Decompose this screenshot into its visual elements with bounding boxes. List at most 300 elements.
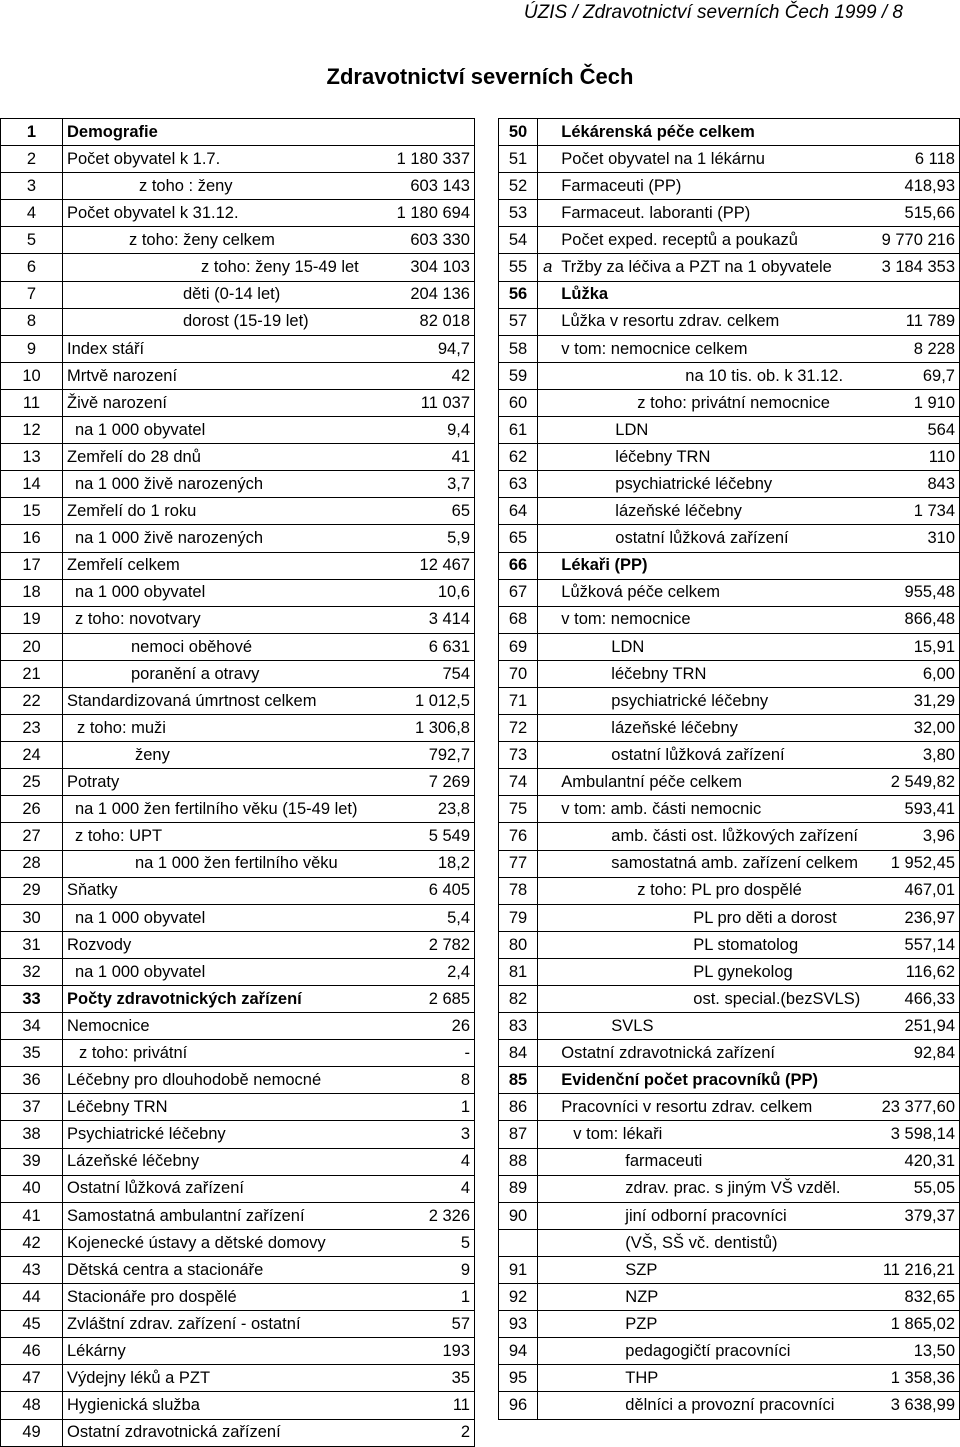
table-row — [1, 769, 475, 796]
row-value: 792,7 — [391, 742, 475, 769]
row-number: 38 — [1, 1121, 63, 1148]
row-number: 8 — [1, 308, 63, 335]
row-label: z toho : ženy — [63, 173, 391, 200]
row-number: 61 — [499, 417, 538, 444]
table-row — [1, 1311, 475, 1338]
row-value: 2 — [391, 1419, 475, 1446]
row-marker — [538, 1202, 558, 1229]
row-value: 843 — [864, 471, 959, 498]
table-row — [1, 823, 475, 850]
table-row — [1, 931, 475, 958]
row-label: z toho: PL pro dospělé — [557, 877, 864, 904]
row-value: 9,4 — [391, 417, 475, 444]
row-number: 85 — [499, 1067, 538, 1094]
row-number: 57 — [499, 308, 538, 335]
row-label: Psychiatrické léčebny — [63, 1121, 391, 1148]
row-number: 26 — [1, 796, 63, 823]
row-value: 26 — [391, 1013, 475, 1040]
row-label: Kojenecké ústavy a dětské domovy — [63, 1229, 391, 1256]
row-marker — [538, 633, 558, 660]
row-marker — [538, 200, 558, 227]
row-value: 1 012,5 — [391, 687, 475, 714]
table-row — [1, 1202, 475, 1229]
row-value: 12 467 — [391, 552, 475, 579]
row-number: 83 — [499, 1013, 538, 1040]
row-label: ženy — [63, 742, 391, 769]
row-value: 557,14 — [864, 931, 959, 958]
row-marker — [538, 281, 558, 308]
row-marker — [538, 1121, 558, 1148]
row-marker — [538, 1229, 558, 1256]
row-number: 93 — [499, 1311, 538, 1338]
row-value: 204 136 — [391, 281, 475, 308]
row-number: 51 — [499, 146, 538, 173]
row-label: Evidenční počet pracovníků (PP) — [557, 1067, 959, 1094]
row-label: Standardizovaná úmrtnost celkem — [63, 687, 391, 714]
row-label: SZP — [557, 1256, 864, 1283]
row-label: Tržby za léčiva a PZT na 1 obyvatele — [557, 254, 864, 281]
row-number: 47 — [1, 1365, 63, 1392]
row-label: dělníci a provozní pracovníci — [557, 1392, 864, 1419]
row-value: 8 — [391, 1067, 475, 1094]
row-label: Lékaři (PP) — [557, 552, 959, 579]
row-value: 35 — [391, 1365, 475, 1392]
row-value: 5,9 — [391, 525, 475, 552]
row-number: 67 — [499, 579, 538, 606]
row-value — [864, 1229, 959, 1256]
row-value: 2 782 — [391, 931, 475, 958]
row-label: Ostatní zdravotnická zařízení — [63, 1419, 391, 1446]
row-label: Farmaceuti (PP) — [557, 173, 864, 200]
row-label: z toho: novotvary — [63, 606, 391, 633]
row-number: 40 — [1, 1175, 63, 1202]
row-value: 866,48 — [864, 606, 959, 633]
row-marker — [538, 877, 558, 904]
row-number: 46 — [1, 1338, 63, 1365]
table-row — [1, 1284, 475, 1311]
row-number: 87 — [499, 1121, 538, 1148]
row-label: na 1 000 obyvatel — [63, 417, 391, 444]
row-value: 82 018 — [391, 308, 475, 335]
row-number: 78 — [499, 877, 538, 904]
row-label: Počet exped. receptů a poukazů — [557, 227, 864, 254]
row-label: na 1 000 obyvatel — [63, 579, 391, 606]
row-number: 22 — [1, 687, 63, 714]
table-row — [1, 1175, 475, 1202]
row-value: 55,05 — [864, 1175, 959, 1202]
row-marker — [538, 471, 558, 498]
row-value: 5 549 — [391, 823, 475, 850]
row-number: 58 — [499, 335, 538, 362]
table-row — [499, 1067, 960, 1094]
row-number: 31 — [1, 931, 63, 958]
row-value: 23 377,60 — [864, 1094, 959, 1121]
row-number: 23 — [1, 715, 63, 742]
table-row — [499, 1013, 960, 1040]
row-marker — [538, 389, 558, 416]
row-number: 3 — [1, 173, 63, 200]
row-number: 72 — [499, 715, 538, 742]
row-number: 45 — [1, 1311, 63, 1338]
table-row — [1, 146, 475, 173]
row-number: 52 — [499, 173, 538, 200]
table-row — [499, 1256, 960, 1283]
row-number: 1 — [1, 119, 63, 146]
row-value: 3,80 — [864, 742, 959, 769]
row-value: 11 — [391, 1392, 475, 1419]
row-value: 10,6 — [391, 579, 475, 606]
table-row — [499, 444, 960, 471]
row-value: 2 326 — [391, 1202, 475, 1229]
row-label: Lůžka v resortu zdrav. celkem — [557, 308, 864, 335]
row-marker — [538, 904, 558, 931]
page-header: ÚZIS / Zdravotnictví severních Čech 1999 / 8 — [523, 2, 903, 23]
table-row — [499, 1311, 960, 1338]
row-label: v tom: nemocnice celkem — [557, 335, 864, 362]
table-row — [499, 1338, 960, 1365]
table-row — [1, 660, 475, 687]
row-value: 1 910 — [864, 389, 959, 416]
table-row — [1, 1040, 475, 1067]
row-number: 4 — [1, 200, 63, 227]
row-label: psychiatrické léčebny — [557, 687, 864, 714]
row-marker — [538, 1338, 558, 1365]
row-value: 31,29 — [864, 687, 959, 714]
table-row — [499, 525, 960, 552]
row-label: z toho: UPT — [63, 823, 391, 850]
row-label: Nemocnice — [63, 1013, 391, 1040]
row-label: v tom: nemocnice — [557, 606, 864, 633]
row-label: Zemřelí do 1 roku — [63, 498, 391, 525]
table-row — [1, 200, 475, 227]
row-value: 110 — [864, 444, 959, 471]
row-marker — [538, 850, 558, 877]
row-number: 21 — [1, 660, 63, 687]
table-row — [499, 660, 960, 687]
row-label: na 1 000 živě narozených — [63, 471, 391, 498]
row-value: 193 — [391, 1338, 475, 1365]
row-number: 56 — [499, 281, 538, 308]
row-value: 3 — [391, 1121, 475, 1148]
table-row — [499, 362, 960, 389]
row-value: 23,8 — [391, 796, 475, 823]
table-row — [1, 308, 475, 335]
row-number: 81 — [499, 958, 538, 985]
row-label: SVLS — [557, 1013, 864, 1040]
row-label: Ostatní zdravotnická zařízení — [557, 1040, 864, 1067]
row-value: 7 269 — [391, 769, 475, 796]
table-row — [1, 1419, 475, 1446]
row-label: Léčebny TRN — [63, 1094, 391, 1121]
row-value: 3 638,99 — [864, 1392, 959, 1419]
row-value: 832,65 — [864, 1284, 959, 1311]
row-label: lázeňské léčebny — [557, 715, 864, 742]
row-value: 4 — [391, 1148, 475, 1175]
table-row — [499, 417, 960, 444]
row-value: 57 — [391, 1311, 475, 1338]
row-label: Farmaceut. laboranti (PP) — [557, 200, 864, 227]
row-value: 515,66 — [864, 200, 959, 227]
row-value: 9 — [391, 1256, 475, 1283]
row-value: 304 103 — [391, 254, 475, 281]
row-number: 55 — [499, 254, 538, 281]
row-marker — [538, 362, 558, 389]
row-marker — [538, 742, 558, 769]
row-value: 3 184 353 — [864, 254, 959, 281]
row-label: Sňatky — [63, 877, 391, 904]
row-label: THP — [557, 1365, 864, 1392]
row-label: léčebny TRN — [557, 444, 864, 471]
table-row — [499, 471, 960, 498]
table-row — [499, 1365, 960, 1392]
row-number — [499, 1229, 538, 1256]
row-number: 60 — [499, 389, 538, 416]
row-label: nemoci oběhové — [63, 633, 391, 660]
row-marker — [538, 1284, 558, 1311]
row-marker — [538, 119, 558, 146]
row-marker — [538, 986, 558, 1013]
row-number: 18 — [1, 579, 63, 606]
row-number: 24 — [1, 742, 63, 769]
row-number: 39 — [1, 1148, 63, 1175]
row-number: 68 — [499, 606, 538, 633]
row-label: z toho: muži — [63, 715, 391, 742]
row-number: 36 — [1, 1067, 63, 1094]
table-row — [499, 1148, 960, 1175]
row-number: 50 — [499, 119, 538, 146]
row-value: 11 037 — [391, 389, 475, 416]
table-row — [499, 308, 960, 335]
row-label: (VŠ, SŠ vč. dentistů) — [557, 1229, 864, 1256]
table-row — [1, 579, 475, 606]
row-marker — [538, 444, 558, 471]
row-value: 41 — [391, 444, 475, 471]
table-row — [499, 1094, 960, 1121]
row-label: ost. special.(bezSVLS) — [557, 986, 864, 1013]
table-row — [1, 1067, 475, 1094]
row-label: Mrtvě narození — [63, 362, 391, 389]
row-value: 236,97 — [864, 904, 959, 931]
row-label: Samostatná ambulantní zařízení — [63, 1202, 391, 1229]
row-marker — [538, 796, 558, 823]
row-value: 92,84 — [864, 1040, 959, 1067]
row-value: 6,00 — [864, 660, 959, 687]
row-label: na 1 000 žen fertilního věku — [63, 850, 391, 877]
table-row — [1, 1094, 475, 1121]
row-marker — [538, 1311, 558, 1338]
row-marker — [538, 958, 558, 985]
row-label: psychiatrické léčebny — [557, 471, 864, 498]
row-label: LDN — [557, 417, 864, 444]
row-number: 27 — [1, 823, 63, 850]
row-number: 9 — [1, 335, 63, 362]
row-label: na 1 000 obyvatel — [63, 904, 391, 931]
table-row — [499, 931, 960, 958]
row-number: 34 — [1, 1013, 63, 1040]
table-row — [1, 687, 475, 714]
table-row — [1, 1338, 475, 1365]
table-row — [499, 1392, 960, 1419]
row-number: 69 — [499, 633, 538, 660]
demography-table — [0, 118, 475, 1447]
row-label: Léčebny pro dlouhodobě nemocné — [63, 1067, 391, 1094]
table-row — [499, 1121, 960, 1148]
table-row — [1, 606, 475, 633]
table-row — [499, 552, 960, 579]
row-number: 80 — [499, 931, 538, 958]
table-row — [1, 362, 475, 389]
row-marker — [538, 715, 558, 742]
row-value: 2,4 — [391, 958, 475, 985]
row-number: 15 — [1, 498, 63, 525]
row-number: 20 — [1, 633, 63, 660]
row-value: 18,2 — [391, 850, 475, 877]
table-row — [1, 633, 475, 660]
table-row — [1, 877, 475, 904]
row-number: 32 — [1, 958, 63, 985]
row-label: zdrav. prac. s jiným VŠ vzděl. — [557, 1175, 864, 1202]
row-value: 11 216,21 — [864, 1256, 959, 1283]
row-number: 35 — [1, 1040, 63, 1067]
row-number: 7 — [1, 281, 63, 308]
row-value: 1 952,45 — [864, 850, 959, 877]
row-label: Stacionáře pro dospělé — [63, 1284, 391, 1311]
row-label: Zvláštní zdrav. zařízení - ostatní — [63, 1311, 391, 1338]
row-label: Ostatní lůžková zařízení — [63, 1175, 391, 1202]
row-label: Ambulantní péče celkem — [557, 769, 864, 796]
row-number: 64 — [499, 498, 538, 525]
row-value: 9 770 216 — [864, 227, 959, 254]
row-label: poranění a otravy — [63, 660, 391, 687]
row-number: 14 — [1, 471, 63, 498]
row-label: Lůžka — [557, 281, 959, 308]
row-number: 84 — [499, 1040, 538, 1067]
table-row — [499, 579, 960, 606]
row-label: Lékárny — [63, 1338, 391, 1365]
row-value: 15,91 — [864, 633, 959, 660]
table-row — [1, 742, 475, 769]
row-number: 91 — [499, 1256, 538, 1283]
row-value: 1 306,8 — [391, 715, 475, 742]
row-value: 955,48 — [864, 579, 959, 606]
row-number: 42 — [1, 1229, 63, 1256]
row-label: na 10 tis. ob. k 31.12. — [557, 362, 864, 389]
row-value: 418,93 — [864, 173, 959, 200]
row-label: ostatní lůžková zařízení — [557, 525, 864, 552]
row-label: farmaceuti — [557, 1148, 864, 1175]
row-number: 73 — [499, 742, 538, 769]
row-value: 11 789 — [864, 308, 959, 335]
row-marker — [538, 931, 558, 958]
table-row — [499, 742, 960, 769]
row-value: 593,41 — [864, 796, 959, 823]
page-title: Zdravotnictví severních Čech — [326, 64, 634, 89]
table-row — [1, 552, 475, 579]
table-row — [1, 958, 475, 985]
row-number: 6 — [1, 254, 63, 281]
row-number: 28 — [1, 850, 63, 877]
row-marker — [538, 660, 558, 687]
row-number: 59 — [499, 362, 538, 389]
row-value: 8 228 — [864, 335, 959, 362]
row-marker — [538, 498, 558, 525]
row-label: samostatná amb. zařízení celkem — [557, 850, 864, 877]
row-marker — [538, 769, 558, 796]
table-row — [1, 796, 475, 823]
table-row — [499, 146, 960, 173]
row-value: 65 — [391, 498, 475, 525]
row-marker — [538, 1067, 558, 1094]
table-row — [1, 281, 475, 308]
table-row — [1, 1392, 475, 1419]
table-row — [499, 389, 960, 416]
row-value: 420,31 — [864, 1148, 959, 1175]
row-number: 89 — [499, 1175, 538, 1202]
row-value: 116,62 — [864, 958, 959, 985]
row-number: 82 — [499, 986, 538, 1013]
row-value: 754 — [391, 660, 475, 687]
row-marker — [538, 1094, 558, 1121]
row-label: Pracovníci v resortu zdrav. celkem — [557, 1094, 864, 1121]
table-row — [1, 335, 475, 362]
table-row — [499, 877, 960, 904]
row-value: 13,50 — [864, 1338, 959, 1365]
table-row — [1, 1365, 475, 1392]
row-number: 5 — [1, 227, 63, 254]
row-label: PZP — [557, 1311, 864, 1338]
row-label: Počet obyvatel k 1.7. — [63, 146, 391, 173]
row-value: 3,96 — [864, 823, 959, 850]
row-number: 44 — [1, 1284, 63, 1311]
row-marker — [538, 1148, 558, 1175]
row-number: 41 — [1, 1202, 63, 1229]
table-row — [499, 254, 960, 281]
table-row — [499, 281, 960, 308]
row-label: Počet obyvatel na 1 lékárnu — [557, 146, 864, 173]
row-number: 76 — [499, 823, 538, 850]
row-number: 88 — [499, 1148, 538, 1175]
row-value: 1 734 — [864, 498, 959, 525]
row-number: 92 — [499, 1284, 538, 1311]
row-marker — [538, 1013, 558, 1040]
table-row — [499, 227, 960, 254]
row-label: Zemřelí do 28 dnů — [63, 444, 391, 471]
table-row — [499, 823, 960, 850]
row-number: 43 — [1, 1256, 63, 1283]
row-label: jiní odborní pracovníci — [557, 1202, 864, 1229]
row-number: 19 — [1, 606, 63, 633]
row-number: 95 — [499, 1365, 538, 1392]
table-row — [499, 958, 960, 985]
row-value: 466,33 — [864, 986, 959, 1013]
row-marker: a — [538, 254, 558, 281]
row-marker — [538, 525, 558, 552]
table-row — [499, 1202, 960, 1229]
row-value: 5,4 — [391, 904, 475, 931]
row-value: 1 180 694 — [391, 200, 475, 227]
row-number: 48 — [1, 1392, 63, 1419]
row-number: 33 — [1, 986, 63, 1013]
row-marker — [538, 146, 558, 173]
table-row — [1, 444, 475, 471]
row-value: 3 414 — [391, 606, 475, 633]
table-row — [499, 1284, 960, 1311]
row-marker — [538, 417, 558, 444]
table-row — [1, 227, 475, 254]
row-number: 29 — [1, 877, 63, 904]
table-row — [1, 119, 475, 146]
row-number: 75 — [499, 796, 538, 823]
